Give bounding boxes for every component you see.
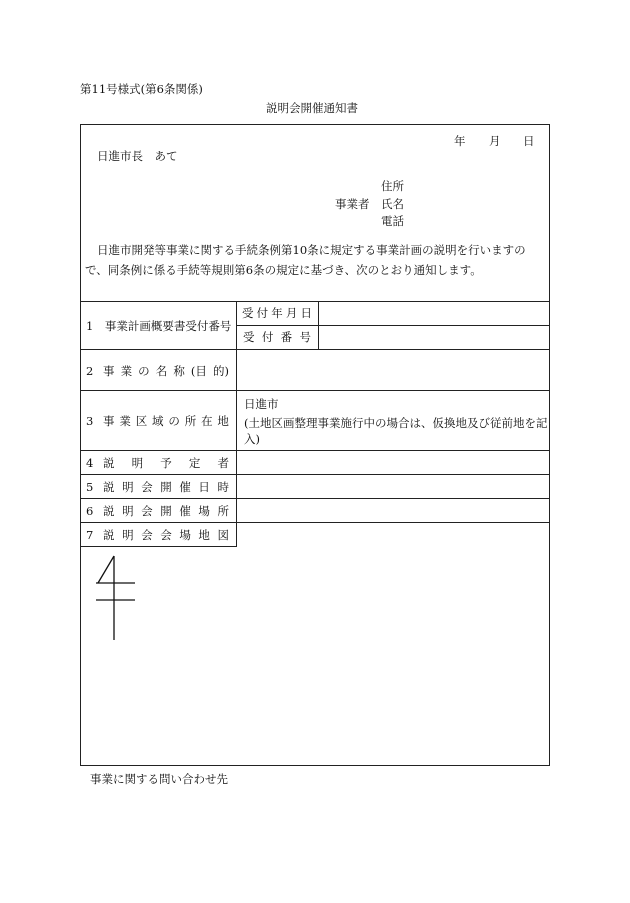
row7-label: 説 明 会 会 場 地 図 (103, 528, 229, 542)
date-day-label: 日 (523, 134, 535, 148)
row4-number: 4 (86, 456, 94, 470)
row5-label: 説 明 会 開 催 日 時 (103, 480, 229, 494)
receipt-number-label: 受 付 番 号 (243, 330, 311, 344)
project-location-city: 日進市 (244, 397, 279, 411)
meeting-venue-field[interactable] (237, 499, 549, 521)
applicant-phone-label: 電話 (381, 214, 404, 228)
row1-label: 1 事業計画概要書受付番号 (86, 319, 232, 333)
row5-number: 5 (86, 480, 94, 494)
receipt-date-field[interactable] (319, 302, 549, 324)
receipt-number-field[interactable] (319, 326, 549, 348)
applicant-name-label: 氏名 (381, 197, 404, 211)
applicant-role-label: 事業者 (335, 197, 370, 211)
row6-label: 説 明 会 開 催 場 所 (103, 504, 229, 518)
document-title: 説明会開催通知書 (266, 101, 358, 115)
notification-body-text: 日進市開発等事業に関する手続条例第10条に規定する事業計画の説明を行いますので、同条例に係る手続等規則第6条の規定に基づき、次のとおり通知します。 (85, 243, 526, 277)
applicant-address-label: 住所 (381, 179, 404, 193)
date-month-label: 月 (489, 134, 501, 148)
meeting-datetime-field[interactable] (237, 475, 549, 497)
project-location-note: (土地区画整理事業施行中の場合は、仮換地及び従前地を記入) (244, 416, 548, 446)
row3-number: 3 (86, 414, 94, 428)
receipt-date-label: 受 付 年 月 日 (242, 306, 312, 320)
date-year-label: 年 (454, 134, 466, 148)
presenter-field[interactable] (237, 451, 549, 473)
form-number: 第11号様式(第6条関係) (80, 82, 203, 96)
map-drawing-area[interactable] (81, 547, 549, 765)
row2-label: 事 業 の 名 称 (目 的) (103, 364, 229, 378)
table-line (80, 522, 550, 523)
row4-label: 説 明 予 定 者 (103, 456, 229, 470)
inquiry-contact-label: 事業に関する問い合わせ先 (90, 772, 228, 786)
row6-number: 6 (86, 504, 94, 518)
addressee: 日進市長 あて (97, 149, 178, 163)
project-name-field[interactable] (237, 350, 549, 389)
table-line (80, 390, 550, 391)
row2-number: 2 (86, 364, 94, 378)
row3-label: 事 業 区 域 の 所 在 地 (103, 414, 229, 428)
row7-number: 7 (86, 528, 94, 542)
